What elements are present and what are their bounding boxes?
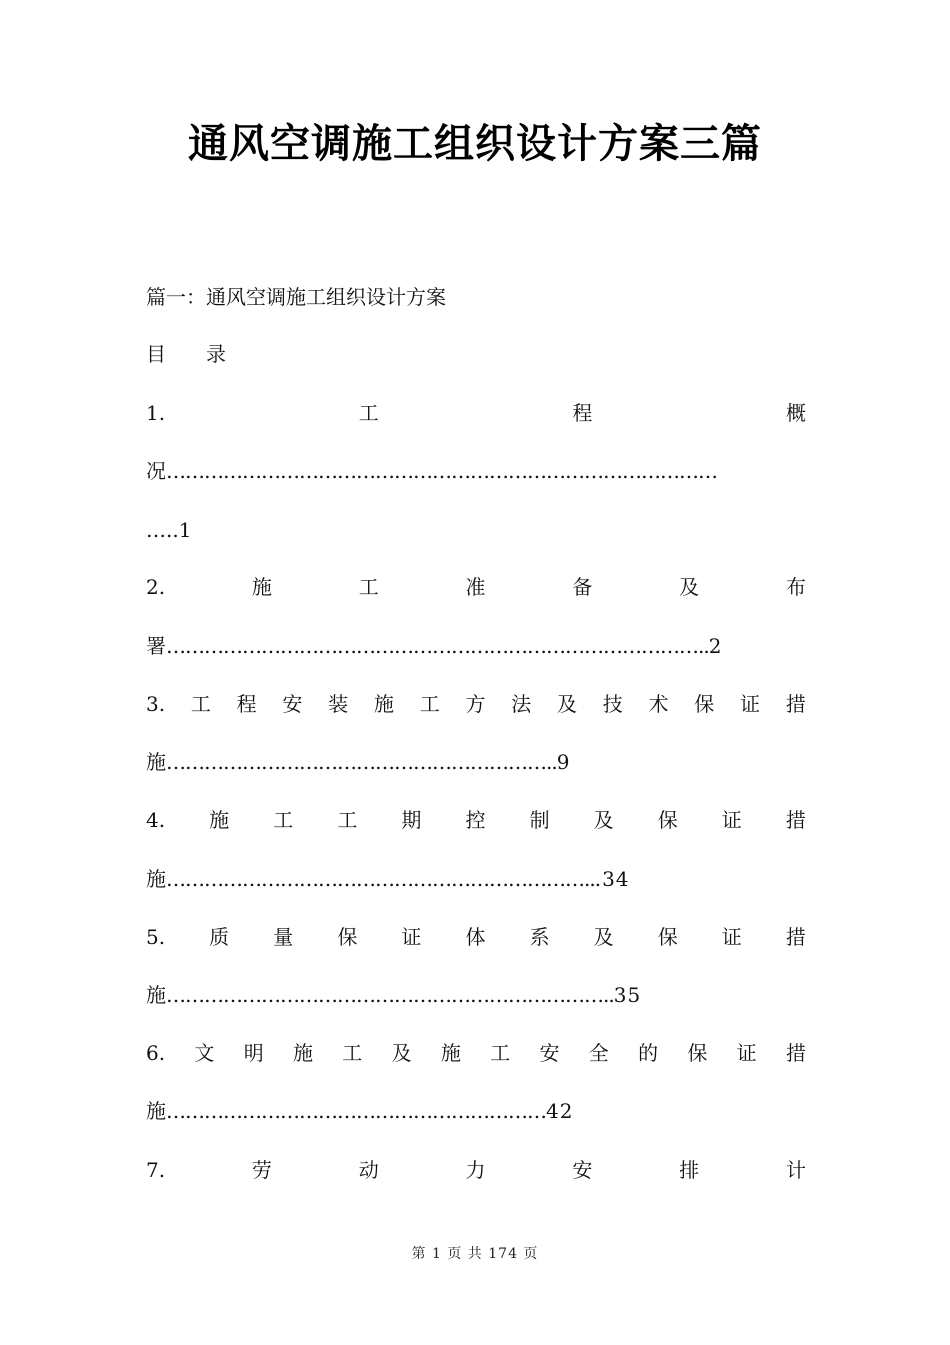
- toc-item-char: 劳: [251, 1158, 272, 1182]
- toc-item-char: 程: [236, 692, 257, 716]
- toc-item-lead-char: 施: [146, 1099, 166, 1123]
- toc-item-char: 工: [358, 575, 379, 599]
- toc-item-6-title: [146, 1038, 806, 1068]
- toc-item-char: 术: [648, 692, 669, 716]
- toc-dot-leader: ……………………………………………………………………………: [166, 459, 717, 483]
- toc-item-char: 及: [593, 808, 614, 832]
- toc-item-char: 施: [373, 692, 394, 716]
- toc-item-char: 的: [638, 1041, 659, 1065]
- toc-item-4-leader: [146, 864, 806, 894]
- toc-item-char: 量: [273, 925, 294, 949]
- toc-heading-char: 目: [146, 342, 166, 366]
- toc-item-char: 保: [657, 925, 678, 949]
- toc-item-char: 施: [209, 808, 230, 832]
- toc-item-char: 质: [209, 925, 230, 949]
- toc-item-char: 措: [785, 808, 806, 832]
- toc-item-number: 6.: [146, 1041, 166, 1065]
- toc-item-char: 施: [251, 575, 272, 599]
- toc-item-char: 保: [687, 1041, 708, 1065]
- toc-item-char: 及: [391, 1041, 412, 1065]
- toc-heading-char: 录: [206, 342, 226, 366]
- toc-item-char: 系: [529, 925, 550, 949]
- toc-item-char: 期: [401, 808, 422, 832]
- toc-item-lead-char: 施: [146, 983, 166, 1007]
- toc-item-lead-char: 况: [146, 459, 166, 483]
- toc-item-char: 措: [785, 692, 806, 716]
- toc-item-7-title: [146, 1155, 806, 1185]
- toc-item-char: 工: [337, 808, 358, 832]
- toc-heading: [146, 339, 226, 369]
- toc-item-char: 安: [539, 1041, 560, 1065]
- toc-item-char: 全: [588, 1041, 609, 1065]
- toc-item-4-title: [146, 805, 806, 835]
- toc-item-char: 工: [273, 808, 294, 832]
- toc-item-char: 动: [358, 1158, 379, 1182]
- toc-item-char: 证: [721, 808, 742, 832]
- toc-item-char: 计: [785, 1158, 806, 1182]
- toc-dot-leader: ……………………………………………………: [166, 1099, 546, 1123]
- toc-item-char: 措: [785, 1041, 806, 1065]
- toc-item-1-leader: [146, 456, 806, 486]
- subtitle: 篇一：通风空调施工组织设计方案: [146, 285, 446, 309]
- page-footer: 第 1 页 共 174 页: [411, 1246, 539, 1262]
- toc-item-3-title: [146, 689, 806, 719]
- toc-item-char: 工: [342, 1041, 363, 1065]
- toc-page-number: 42: [546, 1099, 574, 1123]
- toc-page-number: .34: [594, 867, 630, 891]
- toc-item-char: 工: [358, 401, 379, 425]
- toc-item-6-leader: [146, 1096, 806, 1126]
- toc-item-char: 安: [282, 692, 303, 716]
- toc-item-1-title: [146, 398, 806, 428]
- toc-item-char: 技: [602, 692, 623, 716]
- toc-item-char: 保: [337, 925, 358, 949]
- toc-item-number: 1.: [146, 401, 166, 425]
- toc-item-char: 装: [328, 692, 349, 716]
- toc-item-char: 概: [785, 401, 806, 425]
- toc-item-3-leader: [146, 747, 806, 777]
- toc-item-char: 证: [736, 1041, 757, 1065]
- toc-item-char: 措: [785, 925, 806, 949]
- toc-item-char: 法: [511, 692, 532, 716]
- toc-item-char: 程: [572, 401, 593, 425]
- toc-item-number: 3.: [146, 692, 166, 716]
- toc-item-char: 安: [572, 1158, 593, 1182]
- toc-item-1-page: …..1: [146, 518, 192, 542]
- toc-item-char: 工: [190, 692, 211, 716]
- toc-item-char: 工: [490, 1041, 511, 1065]
- toc-item-lead-char: 署: [146, 634, 166, 658]
- toc-page-number: 2: [708, 634, 723, 658]
- toc-dot-leader: ……………………………………………………………..: [166, 983, 614, 1007]
- toc-item-char: 布: [785, 575, 806, 599]
- toc-item-2-leader: [146, 631, 806, 661]
- toc-item-char: 保: [694, 692, 715, 716]
- toc-page-number: 35: [613, 983, 642, 1007]
- toc-item-char: 排: [679, 1158, 700, 1182]
- toc-item-number: 7.: [146, 1158, 166, 1182]
- toc-item-char: 工: [419, 692, 440, 716]
- toc-item-char: 证: [740, 692, 761, 716]
- toc-item-char: 控: [465, 808, 486, 832]
- toc-item-number: 4.: [146, 808, 166, 832]
- toc-item-lead-char: 施: [146, 750, 166, 774]
- toc-dot-leader: …………………………………………………………………………..: [166, 634, 709, 658]
- toc-item-char: 及: [593, 925, 614, 949]
- toc-item-char: 及: [556, 692, 577, 716]
- toc-item-char: 备: [572, 575, 593, 599]
- toc-item-number: 2.: [146, 575, 166, 599]
- toc-item-char: 及: [679, 575, 700, 599]
- toc-item-lead-char: 施: [146, 867, 166, 891]
- toc-item-5-title: [146, 922, 806, 952]
- toc-item-char: 施: [440, 1041, 461, 1065]
- toc-item-char: 证: [401, 925, 422, 949]
- document-title: 通风空调施工组织设计方案三篇: [188, 121, 762, 167]
- toc-item-5-leader: [146, 980, 806, 1010]
- toc-item-char: 力: [465, 1158, 486, 1182]
- toc-item-char: 文: [194, 1041, 215, 1065]
- toc-item-char: 方: [465, 692, 486, 716]
- toc-page-number: 9: [556, 750, 571, 774]
- toc-item-char: 明: [243, 1041, 264, 1065]
- toc-item-char: 制: [529, 808, 550, 832]
- toc-item-char: 保: [657, 808, 678, 832]
- toc-item-char: 体: [465, 925, 486, 949]
- toc-item-number: 5.: [146, 925, 166, 949]
- toc-item-char: 准: [465, 575, 486, 599]
- toc-item-2-title: [146, 572, 806, 602]
- toc-item-char: 证: [721, 925, 742, 949]
- toc-dot-leader: …………………………………………………………..: [166, 867, 595, 891]
- toc-item-char: 施: [292, 1041, 313, 1065]
- toc-dot-leader: ……………………………………………………..: [166, 750, 557, 774]
